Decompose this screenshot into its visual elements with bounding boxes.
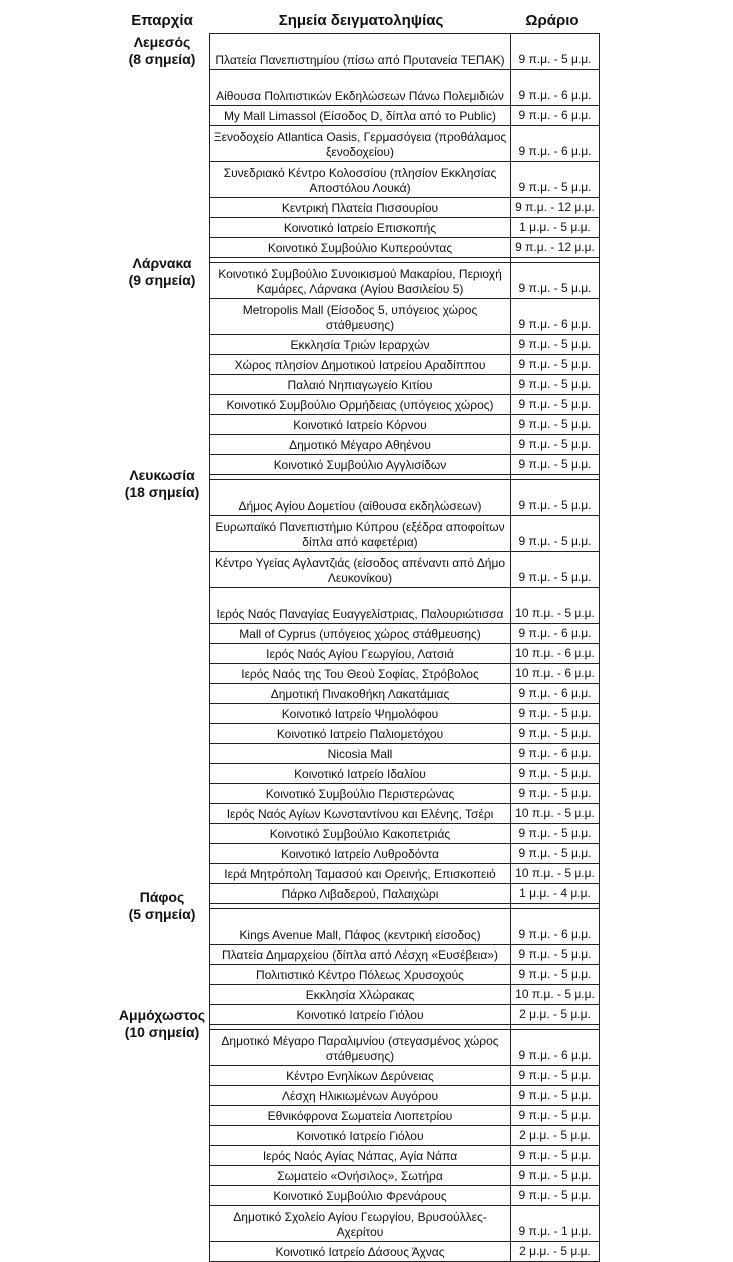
table-row — [210, 744, 600, 764]
location-cell: Εκκλησία Χλώρακας — [210, 985, 511, 1005]
table-row — [210, 1206, 600, 1242]
schedule-cell: 2 μ.μ. - 5 μ.μ. — [511, 1126, 600, 1146]
table-row — [210, 1186, 600, 1206]
location-cell: Παλαιό Νηπιαγωγείο Κιτίου — [210, 375, 511, 395]
location-cell: Εθνικόφρονα Σωματεία Λιοπετρίου — [210, 1106, 511, 1126]
table-row — [210, 375, 600, 395]
district-name: Πάφος — [139, 889, 185, 905]
table-row — [210, 106, 600, 126]
schedule-cell: 1 μ.μ. - 5 μ.μ. — [511, 218, 600, 238]
schedule-cell: 2 μ.μ. - 5 μ.μ. — [511, 1005, 600, 1025]
district-count: (5 σημεία) — [128, 906, 196, 922]
schedule-cell: 9 π.μ. - 5 μ.μ. — [511, 552, 600, 588]
table-row — [210, 1126, 600, 1146]
table-row — [210, 355, 600, 375]
location-cell: Ιερός Ναός Αγίας Νάπας, Αγία Νάπα — [210, 1146, 511, 1166]
table-row — [210, 238, 600, 258]
header-schedule: Ωράριο — [525, 12, 579, 29]
schedule-cell: 9 π.μ. - 5 μ.μ. — [511, 1186, 600, 1206]
schedule-cell: 9 π.μ. - 5 μ.μ. — [511, 704, 600, 724]
table-row — [210, 724, 600, 744]
table-row — [210, 909, 600, 945]
schedule-cell: 9 π.μ. - 6 μ.μ. — [511, 299, 600, 335]
schedule-cell: 9 π.μ. - 1 μ.μ. — [511, 1206, 600, 1242]
schedule-cell: 9 π.μ. - 5 μ.μ. — [511, 724, 600, 744]
table-row — [210, 844, 600, 864]
schedule-cell: 9 π.μ. - 5 μ.μ. — [511, 824, 600, 844]
schedule-cell: 9 π.μ. - 5 μ.μ. — [511, 945, 600, 965]
schedule-cell: 9 π.μ. - 12 μ.μ. — [511, 238, 600, 258]
location-cell: Metropolis Mall (Είσοδος 5, υπόγειος χώρος στάθμευσης) — [210, 299, 511, 335]
location-cell: Εκκλησία Τριών Ιεραρχών — [210, 335, 511, 355]
table-row — [210, 335, 600, 355]
location-cell: Κοινοτικό Συμβούλιο Κυπερούντας — [210, 238, 511, 258]
location-cell: Χώρος πλησίον Δημοτικού Ιατρείου Αραδίππου — [210, 355, 511, 375]
table-row — [210, 624, 600, 644]
table-row — [210, 644, 600, 664]
schedule-cell: 9 π.μ. - 6 μ.μ. — [511, 684, 600, 704]
district-famagusta — [108, 1007, 216, 1041]
table-row — [210, 1030, 600, 1066]
table-row — [210, 480, 600, 516]
location-cell: Ιερός Ναός Παναγίας Ευαγγελίστριας, Παλουριώτισσα — [210, 588, 511, 624]
table-row — [210, 299, 600, 335]
location-cell: Κοινοτικό Ιατρείο Δάσους Άχνας — [210, 1242, 511, 1262]
schedule-cell: 9 π.μ. - 5 μ.μ. — [511, 1166, 600, 1186]
table-row — [210, 198, 600, 218]
table-row — [210, 985, 600, 1005]
location-cell: Κοινοτικό Ιατρείο Παλιομετόχου — [210, 724, 511, 744]
location-cell: Πολιτιστικό Κέντρο Πόλεως Χρυσοχούς — [210, 965, 511, 985]
schedule-cell: 9 π.μ. - 5 μ.μ. — [511, 395, 600, 415]
table-row — [210, 1242, 600, 1262]
table-row — [210, 784, 600, 804]
location-cell: Κοινοτικό Ιατρείο Γιόλου — [210, 1005, 511, 1025]
table-row — [210, 1146, 600, 1166]
table-row — [210, 218, 600, 238]
location-cell: Ιερά Μητρόπολη Ταμασού και Ορεινής, Επισκοπειό — [210, 864, 511, 884]
schedule-cell: 9 π.μ. - 6 μ.μ. — [511, 126, 600, 162]
district-paphos — [108, 889, 216, 923]
location-cell: Κοινοτικό Ιατρείο Ψημολόφου — [210, 704, 511, 724]
location-cell: Κοινοτικό Ιατρείο Γιόλου — [210, 1126, 511, 1146]
schedule-cell: 9 π.μ. - 5 μ.μ. — [511, 516, 600, 552]
table-row — [210, 70, 600, 106]
district-name: Λεμεσός — [133, 34, 191, 50]
table-row — [210, 1066, 600, 1086]
schedule-cell: 9 π.μ. - 5 μ.μ. — [511, 764, 600, 784]
table-row — [210, 162, 600, 198]
table-row — [210, 1166, 600, 1186]
schedule-cell: 9 π.μ. - 5 μ.μ. — [511, 965, 600, 985]
location-cell: Πλατεία Δημαρχείου (δίπλα από Λέσχη «Ευσέβεια») — [210, 945, 511, 965]
schedule-cell: 9 π.μ. - 6 μ.μ. — [511, 909, 600, 945]
schedule-cell: 2 μ.μ. - 5 μ.μ. — [511, 1242, 600, 1262]
schedule-cell: 9 π.μ. - 5 μ.μ. — [511, 1066, 600, 1086]
table-row — [210, 704, 600, 724]
location-cell: Δημοτική Πινακοθήκη Λακατάμιας — [210, 684, 511, 704]
table-row — [210, 516, 600, 552]
location-cell: Mall of Cyprus (υπόγειος χώρος στάθμευσης) — [210, 624, 511, 644]
location-cell: Κέντρο Ενηλίκων Δερύνειας — [210, 1066, 511, 1086]
district-nicosia — [108, 467, 216, 501]
schedule-cell: 9 π.μ. - 5 μ.μ. — [511, 335, 600, 355]
location-cell: Δήμος Αγίου Δομετίου (αίθουσα εκδηλώσεων) — [210, 480, 511, 516]
table-row — [210, 415, 600, 435]
schedule-cell: 9 π.μ. - 6 μ.μ. — [511, 70, 600, 106]
location-cell: Δημοτικό Μέγαρο Παραλιμνίου (στεγασμένος χώρος στάθμευσης) — [210, 1030, 511, 1066]
table-row — [210, 684, 600, 704]
district-count: (10 σημεία) — [124, 1024, 200, 1040]
location-cell: Ευρωπαϊκό Πανεπιστήμιο Κύπρου (εξέδρα αποφοίτων δίπλα από καφετέρια) — [210, 516, 511, 552]
schedule-cell: 10 π.μ. - 6 μ.μ. — [511, 644, 600, 664]
location-cell: Kings Avenue Mall, Πάφος (κεντρική είσοδος) — [210, 909, 511, 945]
location-cell: Ιερός Ναός Αγίου Γεωργίου, Λατσιά — [210, 644, 511, 664]
location-cell: Δημοτικό Σχολείο Αγίου Γεωργίου, Βρυσούλλες-Αχερίτου — [210, 1206, 511, 1242]
district-count: (8 σημεία) — [128, 51, 196, 67]
location-cell: Κοινοτικό Συμβούλιο Περιστερώνας — [210, 784, 511, 804]
location-cell: Κοινοτικό Συμβούλιο Αγγλισίδων — [210, 455, 511, 475]
location-cell: Κοινοτικό Ιατρείο Κόρνου — [210, 415, 511, 435]
schedule-cell: 9 π.μ. - 5 μ.μ. — [511, 375, 600, 395]
location-cell: Πλατεία Πανεπιστημίου (πίσω από Πρυτανεία ΤΕΠΑΚ) — [210, 34, 511, 70]
district-name: Λευκωσία — [129, 467, 195, 483]
schedule-cell: 9 π.μ. - 5 μ.μ. — [511, 480, 600, 516]
table-row — [210, 884, 600, 904]
table-row — [210, 588, 600, 624]
schedule-cell: 10 π.μ. - 5 μ.μ. — [511, 588, 600, 624]
table-row — [210, 34, 600, 70]
table-row — [210, 864, 600, 884]
district-count: (18 σημεία) — [124, 484, 200, 500]
schedule-cell: 9 π.μ. - 5 μ.μ. — [511, 355, 600, 375]
schedule-cell: 9 π.μ. - 5 μ.μ. — [511, 784, 600, 804]
schedule-cell: 9 π.μ. - 5 μ.μ. — [511, 1086, 600, 1106]
location-cell: Λέσχη Ηλικιωμένων Αυγόρου — [210, 1086, 511, 1106]
schedule-cell: 10 π.μ. - 5 μ.μ. — [511, 804, 600, 824]
table-row — [210, 664, 600, 684]
location-cell: Κοινοτικό Ιατρείο Ιδαλίου — [210, 764, 511, 784]
schedule-cell: 9 π.μ. - 6 μ.μ. — [511, 744, 600, 764]
table-row — [210, 435, 600, 455]
table-row — [210, 455, 600, 475]
schedule-cell: 9 π.μ. - 6 μ.μ. — [511, 624, 600, 644]
table-row — [210, 1005, 600, 1025]
table-row — [210, 804, 600, 824]
schedule-cell: 9 π.μ. - 5 μ.μ. — [511, 34, 600, 70]
header-location: Σημεία δειγματοληψίας — [278, 12, 444, 29]
schedule-cell: 9 π.μ. - 5 μ.μ. — [511, 415, 600, 435]
schedule-cell: 10 π.μ. - 5 μ.μ. — [511, 864, 600, 884]
location-cell: Ιερός Ναός Αγίων Κωνσταντίνου και Ελένης, Τσέρι — [210, 804, 511, 824]
district-name: Λάρνακα — [132, 255, 192, 271]
table-row — [210, 263, 600, 299]
table-row — [210, 1086, 600, 1106]
table-row — [210, 945, 600, 965]
schedule-cell: 9 π.μ. - 5 μ.μ. — [511, 1146, 600, 1166]
location-cell: Ξενοδοχείο Atlantica Oasis, Γερμασόγεια (προθάλαμος ξενοδοχείου) — [210, 126, 511, 162]
sampling-table — [209, 33, 600, 1262]
location-cell: Κοινοτικό Ιατρείο Λυθροδόντα — [210, 844, 511, 864]
district-larnaca — [108, 255, 216, 289]
schedule-cell: 9 π.μ. - 6 μ.μ. — [511, 1030, 600, 1066]
district-limassol — [108, 34, 216, 68]
table-row — [210, 395, 600, 415]
schedule-cell: 9 π.μ. - 12 μ.μ. — [511, 198, 600, 218]
table-row — [210, 824, 600, 844]
table-row — [210, 1106, 600, 1126]
location-cell: Nicosia Mall — [210, 744, 511, 764]
schedule-cell: 9 π.μ. - 5 μ.μ. — [511, 844, 600, 864]
schedule-cell: 10 π.μ. - 6 μ.μ. — [511, 664, 600, 684]
location-cell: My Mall Limassol (Είσοδος D, δίπλα από το Public) — [210, 106, 511, 126]
location-cell: Πάρκο Λιβαδερού, Παλαιχώρι — [210, 884, 511, 904]
table-row — [210, 126, 600, 162]
district-name: Αμμόχωστος — [118, 1007, 206, 1023]
table-row — [210, 764, 600, 784]
schedule-cell: 9 π.μ. - 5 μ.μ. — [511, 263, 600, 299]
schedule-cell: 10 π.μ. - 5 μ.μ. — [511, 985, 600, 1005]
location-cell: Κοινοτικό Συμβούλιο Φρενάρους — [210, 1186, 511, 1206]
schedule-cell: 1 μ.μ. - 4 μ.μ. — [511, 884, 600, 904]
location-cell: Κοινοτικό Ιατρείο Επισκοπής — [210, 218, 511, 238]
location-cell: Συνεδριακό Κέντρο Κολοσσίου (πλησίον Εκκλησίας Αποστόλου Λουκά) — [210, 162, 511, 198]
location-cell: Αίθουσα Πολιτιστικών Εκδηλώσεων Πάνω Πολεμιδιών — [210, 70, 511, 106]
schedule-cell: 9 π.μ. - 6 μ.μ. — [511, 106, 600, 126]
location-cell: Κεντρική Πλατεία Πισσουρίου — [210, 198, 511, 218]
schedule-cell: 9 π.μ. - 5 μ.μ. — [511, 435, 600, 455]
schedule-cell: 9 π.μ. - 5 μ.μ. — [511, 455, 600, 475]
location-cell: Κοινοτικό Συμβούλιο Ορμήδειας (υπόγειος χώρος) — [210, 395, 511, 415]
table-row — [210, 965, 600, 985]
table-row — [210, 552, 600, 588]
location-cell: Δημοτικό Μέγαρο Αθηένου — [210, 435, 511, 455]
location-cell: Κέντρο Υγείας Αγλαντζιάς (είσοδος απέναντι από Δήμο Λευκονίκου) — [210, 552, 511, 588]
schedule-cell: 9 π.μ. - 5 μ.μ. — [511, 1106, 600, 1126]
schedule-cell: 9 π.μ. - 5 μ.μ. — [511, 162, 600, 198]
header-district: Επαρχία — [131, 12, 193, 29]
location-cell: Κοινοτικό Συμβούλιο Κακοπετριάς — [210, 824, 511, 844]
location-cell: Κοινοτικό Συμβούλιο Συνοικισμού Μακαρίου, Περιοχή Καμάρες, Λάρνακα (Αγίου Βασιλείου 5) — [210, 263, 511, 299]
location-cell: Ιερός Ναός της Του Θεού Σοφίας, Στρόβολος — [210, 664, 511, 684]
location-cell: Σωματείο «Ονήσιλος», Σωτήρα — [210, 1166, 511, 1186]
district-count: (9 σημεία) — [128, 272, 196, 288]
